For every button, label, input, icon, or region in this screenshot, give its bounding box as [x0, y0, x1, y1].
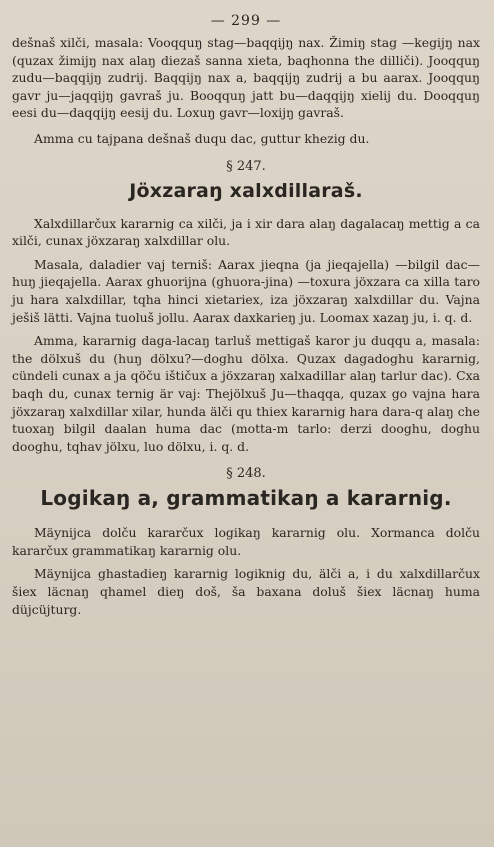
section-number-247: § 247. [226, 158, 266, 174]
paragraph-247-1: Xalxdillarčux kararnig ca xilči, ja i xir dara alaŋ dagalacaŋ mettig a ca xilči, cunax jöxzaraŋ xalxdillar olu. [12, 215, 480, 249]
paragraph-amma: Amma cu tajpana dešnaš duqu dac, guttur khezig du. [34, 130, 370, 146]
paragraph-248-1: Mäynijca dolču kararčux logikaŋ kararnig olu. Xormanca dolču kararčux grammatikaŋ kararnig olu. [12, 525, 480, 558]
paragraph-248-2: Mäynijca ghastadieŋ kararnig logiknig du, älči a, i du xalxdillarčux šiex läcnaŋ qhamel dieŋ doš, ša baxana doluš šiex läcnaŋ huma düjcüjturg. [12, 566, 480, 617]
page-number: — 299 — [210, 13, 282, 29]
paragraph-continuation: dešnaš xilči, masala: Vooqquŋ stag—baqqijŋ nax. Žimiŋ stag —kegijŋ nax (quzax žimijŋ nax alaŋ diezaš sanna xieta, baqhonna the dilliči). Jooqquŋ zudu—baqqijŋ zudrij. Baqqijŋ nax a, baqqijŋ zudrij a bu aarax. Jooqquŋ gavr ju—jaqqijŋ gavraš ju. Booqquŋ jatt bu—daqqijŋ xielij du. Dooqquŋ eesi du—daqqijŋ eesij du. Loxuŋ gavr—loxijŋ gavraš. [12, 35, 480, 121]
section-title-248: Logikaŋ a, grammatikaŋ a kararnig. [40, 486, 452, 511]
paragraph-247-2: Masala, daladier vaj terniš: Aarax jieqna (ja jieqajella) —bilgil dac—huŋ jieqajella. Aarax ghuorijna (ghuora-jina) —toxura jöxzara ca xilla taro ju hara xalxdillar, tqha hinci xietariex, iza jöxzaraŋ xalxdillar du. Vajna ješiš lätti. Vajna tuoluš jollu. Aarax daxkarieŋ ju. Loomax xazaŋ ju, i. q. d. [12, 256, 480, 325]
paragraph-247-3: Amma, kararnig daga-lacaŋ tarluš mettigaš karor ju duqqu a, masala: the dölxuš du (huŋ dölxu?—doghu dölxa. Quzax dagadoghu kararnig, cündeli cunax a ja qöču ištičux a jöxzaraŋ xalxadillar alaŋ tarlur dac). Cxa baqh du, cunax ternig är vaj: Thejölxuš Ju—thaqqa, quzax go vajna hara jöxzaraŋ xalxdillar xilar, hunda älči qu thiex kararnig hara dara-q alaŋ che tuoxaŋ bilgil daalan huma dac (motta-m tarlo: derzi dooghu, doghu dooghu, tqhav jölxu, luo dölxu, i. q. d. [12, 333, 480, 454]
section-number-248: § 248. [226, 466, 266, 482]
section-title-247: Jöxzaraŋ xalxdillaraš. [129, 179, 363, 202]
